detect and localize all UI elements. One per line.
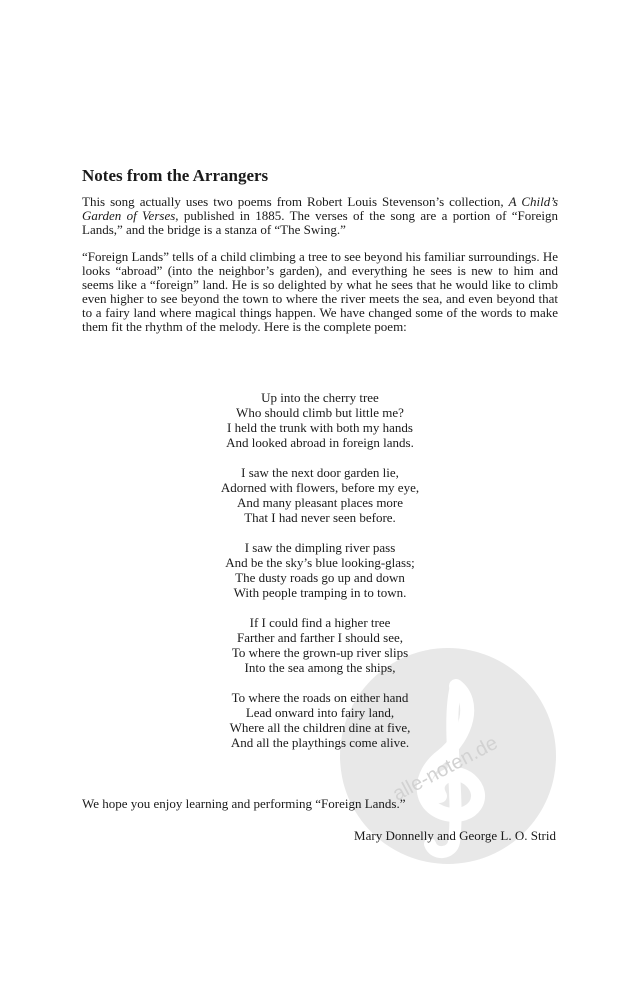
page-heading: Notes from the Arrangers <box>82 166 269 185</box>
poem-line: Who should climb but little me? <box>236 405 404 420</box>
poem-stanza <box>150 615 490 675</box>
poem-line: Lead onward into fairy land, <box>245 705 395 720</box>
poem-line: I saw the dimpling river pass <box>244 540 396 555</box>
poem-line: Where all the children dine at five, <box>229 720 411 735</box>
poem-line: With people tramping in to town. <box>233 585 407 600</box>
poem-line: If I could find a higher tree <box>249 615 391 630</box>
poem-line: The dusty roads go up and down <box>235 570 405 585</box>
poem-line: Adorned with flowers, before my eye, <box>220 480 420 495</box>
signature: Mary Donnelly and George L. O. Strid <box>354 828 556 843</box>
poem-line: To where the grown-up river slips <box>231 645 409 660</box>
book-title: A Child’s Garden of Verses <box>82 194 558 223</box>
intro-text-after: , published in 1885. The verses of the song are a portion of “Foreign Lands,” and the bridge is a stanza of “The Swing.” <box>82 208 558 237</box>
poem-line: Up into the cherry tree <box>261 390 379 405</box>
poem <box>150 390 490 765</box>
closing-sentence: We hope you enjoy learning and performing “Foreign Lands.” <box>82 796 406 811</box>
poem-stanza <box>150 690 490 750</box>
description-paragraph: “Foreign Lands” tells of a child climbing a tree to see beyond his familiar surroundings. He looks “abroad” (into the neighbor’s garden), and everything he sees is new to him and seems like a “foreign” land. He is so delighted by what he sees that he would like to climb even higher to see beyond the town to where the river meets the sea, and even beyond that to a fairy land where magical things happen. We have changed some of the words to make them fit the rhythm of the melody. Here is the complete poem: <box>82 249 558 334</box>
poem-line: And looked abroad in foreign lands. <box>226 435 414 450</box>
poem-line: Into the sea among the ships, <box>244 660 396 675</box>
poem-line: Farther and farther I should see, <box>236 630 404 645</box>
poem-line: And many pleasant places more <box>236 495 404 510</box>
intro-text-before: This song actually uses two poems from Robert Louis Stevenson’s collection, <box>82 194 509 209</box>
watermark-text: alle-noten.de <box>388 731 502 806</box>
intro-paragraph <box>82 195 558 237</box>
poem-line: I held the trunk with both my hands <box>227 420 413 435</box>
poem-line: I saw the next door garden lie, <box>241 465 399 480</box>
poem-line: To where the roads on either hand <box>231 690 409 705</box>
poem-stanza <box>150 390 490 450</box>
poem-line: And be the sky’s blue looking-glass; <box>225 555 415 570</box>
poem-line: And all the playthings come alive. <box>230 735 410 750</box>
poem-line: That I had never seen before. <box>244 510 396 525</box>
poem-stanza <box>150 540 490 600</box>
poem-stanza <box>150 465 490 525</box>
